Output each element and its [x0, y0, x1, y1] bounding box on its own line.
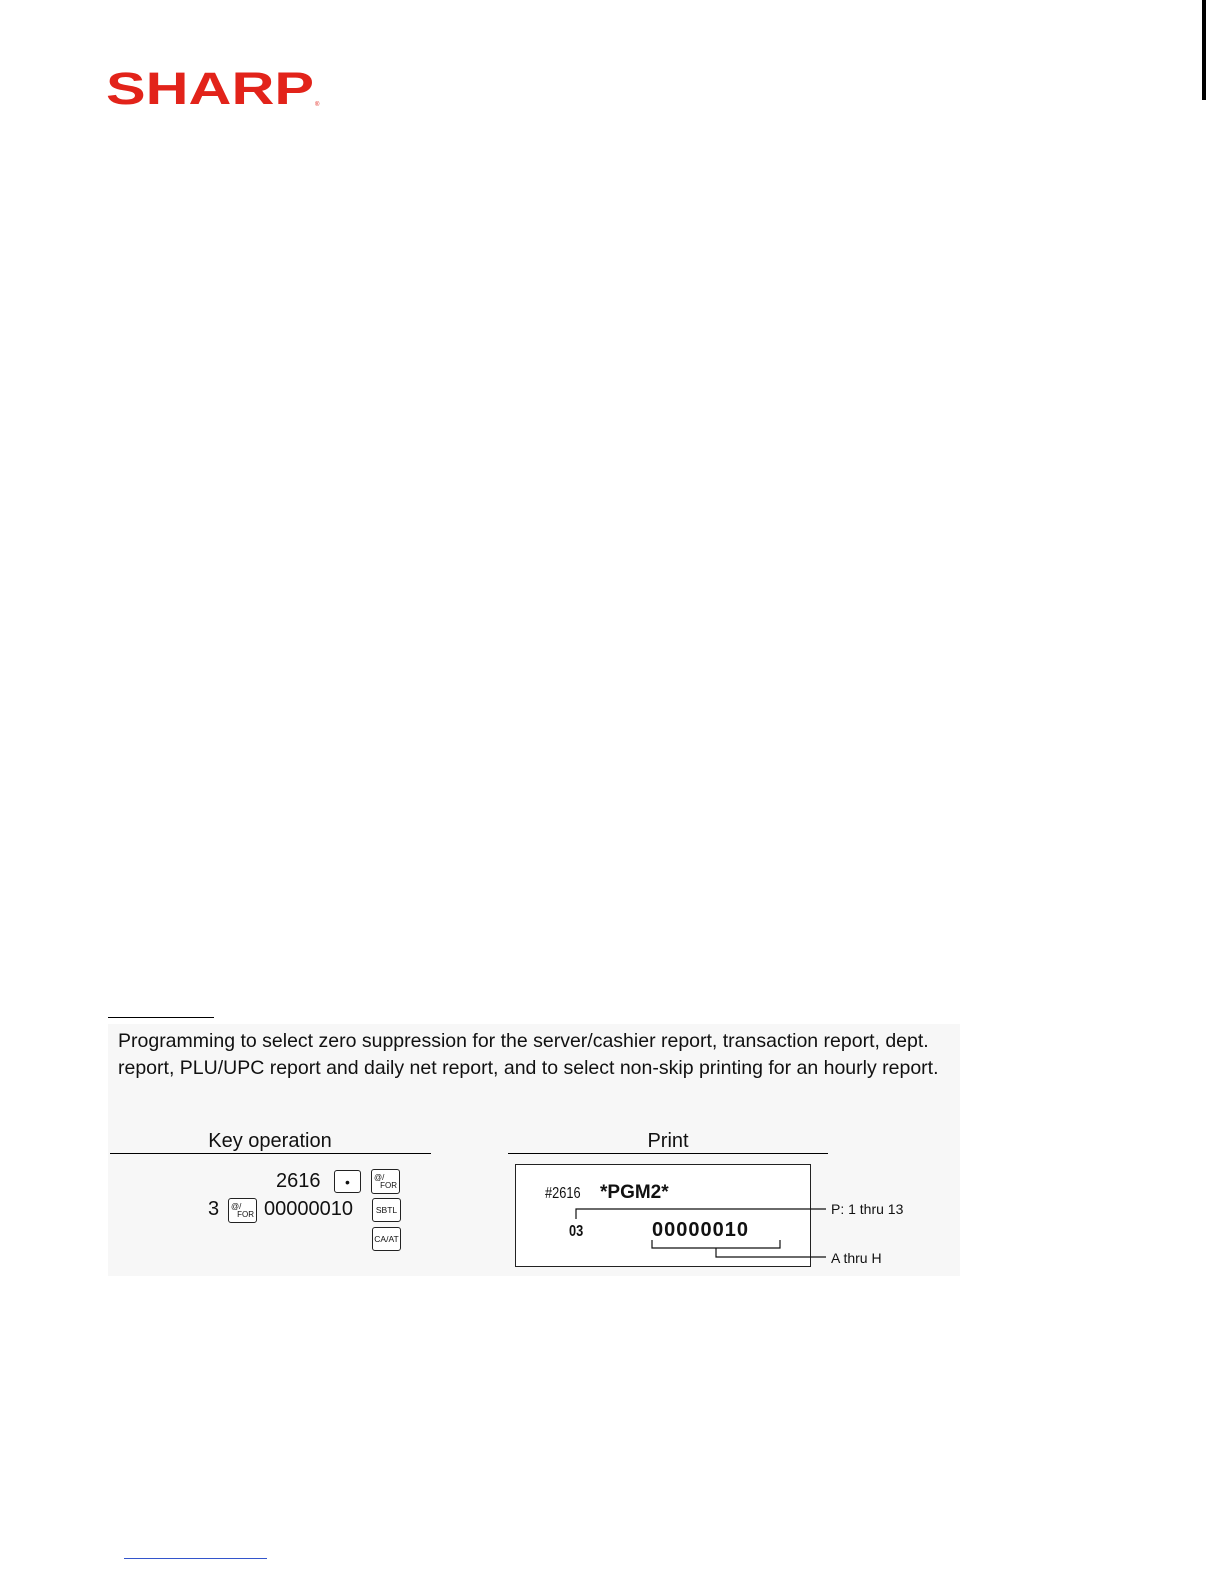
ca-at-key-label: CA/AT: [374, 1233, 399, 1244]
at-for-key-bottom: FOR: [237, 1209, 254, 1219]
at-for-key-top: @/: [374, 1172, 385, 1182]
sharp-logo-text: SHARP: [106, 66, 314, 108]
program-code: #2616: [545, 1185, 581, 1202]
key-op-number-00000010: 00000010: [264, 1198, 353, 1220]
program-title: *PGM2*: [600, 1182, 669, 1203]
data-value: 00000010: [652, 1219, 749, 1241]
at-for-key-top: @/: [231, 1201, 242, 1211]
address-code: 03: [569, 1223, 584, 1240]
print-header: Print: [647, 1130, 689, 1152]
svg-text:®: ®: [315, 102, 320, 108]
key-op-number-3: 3: [208, 1198, 220, 1220]
callout-a-thru-h: A thru H: [831, 1250, 882, 1266]
at-for-key-bottom: FOR: [380, 1180, 397, 1190]
point-key-label: •: [345, 1173, 350, 1190]
callout-p-range: P: 1 thru 13: [831, 1201, 904, 1217]
sbtl-key-label: SBTL: [375, 1204, 398, 1215]
key-op-number-2616: 2616: [276, 1170, 321, 1192]
footer-rule: [124, 1558, 267, 1559]
intro-paragraph: Programming to select zero suppression for the server/cashier report, transaction report, dept. report, PLU/UPC report and daily net report, and to select non-skip printing for an hourly report.: [118, 1030, 939, 1079]
key-operation-header: Key operation: [208, 1130, 332, 1152]
